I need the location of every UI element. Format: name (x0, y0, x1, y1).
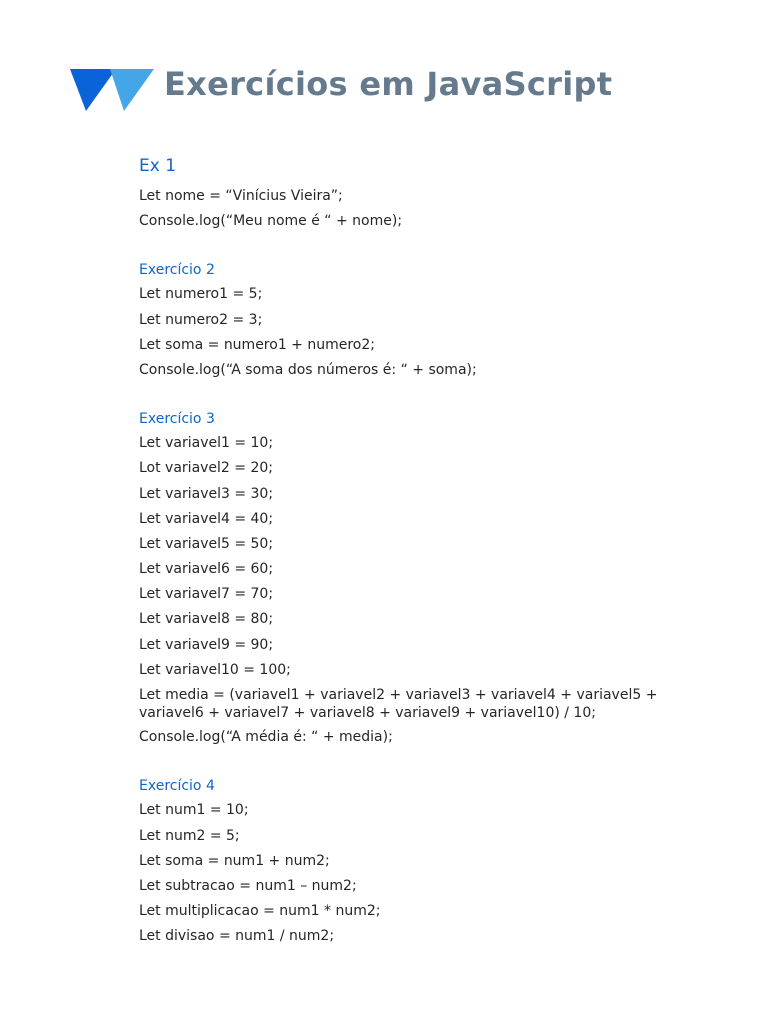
code-line: Let nome = “Vinícius Vieira”; (139, 188, 343, 204)
section-heading: Exercício 4 (139, 778, 215, 795)
code-line: Let variavel5 = 50; (139, 535, 274, 552)
section-heading: Exercício 2 (139, 262, 215, 279)
document-title: Exercícios em JavaScript (164, 65, 613, 103)
code-line: Let variavel6 = 60; (139, 561, 274, 578)
code-line: Let multiplicacao = num1 * num2; (139, 903, 381, 920)
logo-dark-chevron (70, 69, 116, 111)
code-line: Console.log(“Meu nome é “ + nome); (139, 213, 403, 230)
code-line: Let media = (variavel1 + variavel2 + variavel3 + variavel4 + variavel5 + variavel6 + variavel7 + variavel8 + variavel9 + variavel10) / 10; (139, 687, 662, 721)
section-exercicio-3 (139, 409, 699, 747)
code-line: Let variavel3 = 30; (139, 485, 274, 502)
code-line: Let soma = num1 + num2; (139, 852, 330, 869)
logo-icon (70, 67, 156, 113)
code-line: Let variavel4 = 40; (139, 510, 274, 527)
section-heading: Ex 1 (139, 156, 177, 176)
page-header (70, 62, 612, 118)
code-line: Let divisao = num1 / num2; (139, 928, 335, 945)
document-body (139, 154, 699, 953)
code-line: Let variavel1 = 10; (139, 435, 274, 452)
code-line: Let subtracao = num1 – num2; (139, 877, 357, 894)
code-line: Console.log(“A média é: “ + media); (139, 729, 393, 746)
code-line: Console.log(“A soma dos números é: “ + soma); (139, 361, 477, 378)
code-line: Let variavel7 = 70; (139, 586, 274, 603)
section-heading: Exercício 3 (139, 411, 215, 428)
section-ex-1 (139, 154, 699, 231)
logo-light-chevron (110, 69, 154, 111)
section-exercicio-2 (139, 260, 699, 380)
section-exercicio-4 (139, 776, 699, 946)
code-line: Let num1 = 10; (139, 802, 249, 819)
code-line: Let soma = numero1 + numero2; (139, 336, 375, 353)
code-line: Let numero1 = 5; (139, 286, 263, 303)
code-line: Let numero2 = 3; (139, 311, 263, 328)
code-line: Lot variavel2 = 20; (139, 460, 274, 477)
code-line: Let variavel10 = 100; (139, 661, 291, 678)
code-line: Let variavel8 = 80; (139, 611, 274, 628)
code-line: Let num2 = 5; (139, 827, 240, 844)
code-line: Let variavel9 = 90; (139, 636, 274, 653)
